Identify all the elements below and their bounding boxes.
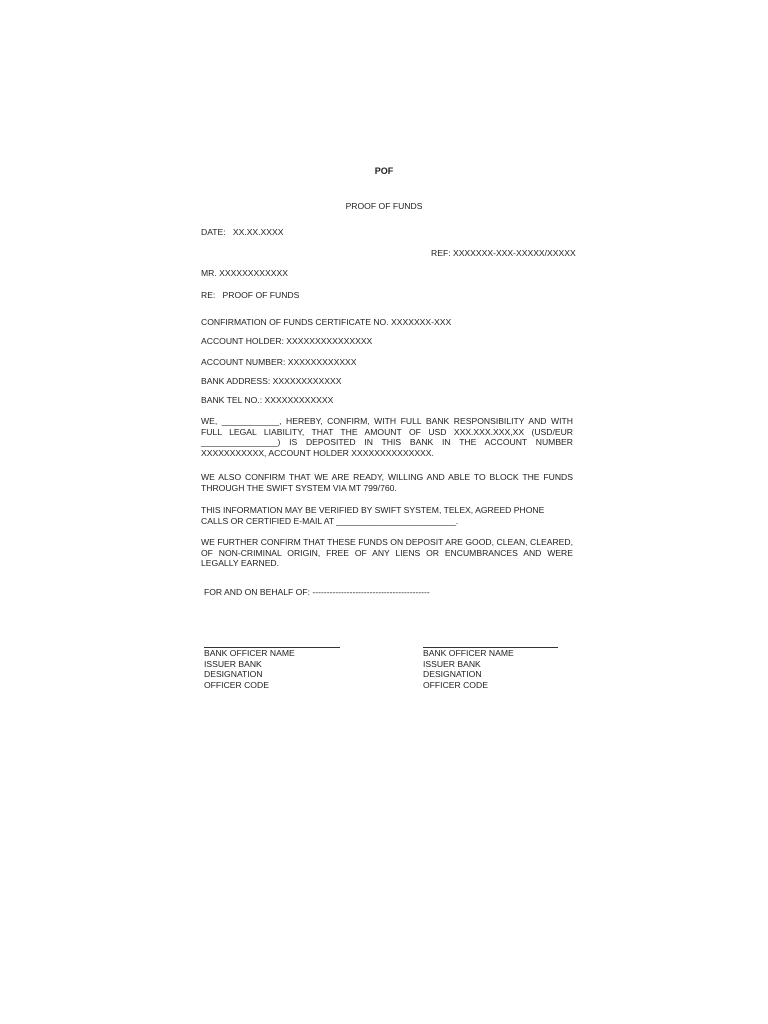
bank-telephone: BANK TEL NO.: XXXXXXXXXXXX bbox=[201, 395, 334, 405]
on-behalf-line: FOR AND ON BEHALF OF: ----------------------------------------- bbox=[204, 587, 430, 597]
verification-line-2: CALLS OR CERTIFIED E-MAIL AT _________________________. bbox=[201, 516, 459, 526]
officer-name: BANK OFFICER NAME bbox=[423, 648, 514, 658]
officer-code: OFFICER CODE bbox=[423, 680, 488, 691]
issuer-bank: ISSUER BANK bbox=[204, 658, 262, 669]
certificate-number: CONFIRMATION OF FUNDS CERTIFICATE NO. XXXXXXX-XXX bbox=[201, 317, 452, 327]
addressee: MR. XXXXXXXXXXXX bbox=[201, 268, 288, 278]
designation: DESIGNATION bbox=[204, 669, 263, 680]
signature-block-left bbox=[204, 648, 295, 691]
funds-origin-paragraph: WE FURTHER CONFIRM THAT THESE FUNDS ON DEPOSIT ARE GOOD, CLEAN, CLEARED, OF NON-CRIMINAL ORIGIN, FREE OF ANY LIENS OR ENCUMBRANCES AND WERE LEGALLY EARNED. bbox=[201, 537, 573, 569]
date-value: XX.XX.XXXX bbox=[232, 227, 284, 237]
block-funds-paragraph: WE ALSO CONFIRM THAT WE ARE READY, WILLING AND ABLE TO BLOCK THE FUNDS THROUGH THE SWIFT SYSTEM VIA MT 799/760. bbox=[201, 472, 573, 493]
document-title: POF bbox=[374, 166, 394, 176]
issuer-bank: ISSUER BANK bbox=[423, 658, 481, 669]
confirmation-paragraph: WE, ____________, HEREBY, CONFIRM, WITH FULL BANK RESPONSIBILITY AND WITH FULL LEGAL LIABILITY, THAT THE AMOUNT OF USD XXX.XXX.XXX,XX (USD/EUR ________________) IS DEPOSITED IN THIS BANK IN THE ACCOUNT NUMBER XXXXXXXXXXX, ACCOUNT HOLDER XXXXXXXXXXXXXX. bbox=[201, 416, 573, 458]
bank-address: BANK ADDRESS: XXXXXXXXXXXX bbox=[201, 376, 342, 386]
subject-label: RE: bbox=[201, 290, 216, 300]
date-line bbox=[201, 227, 283, 238]
reference-number: REF: XXXXXXX-XXX-XXXXX/XXXXX bbox=[431, 248, 576, 258]
document-subtitle: PROOF OF FUNDS bbox=[345, 201, 423, 211]
account-number: ACCOUNT NUMBER: XXXXXXXXXXXX bbox=[201, 357, 357, 367]
subject-value: PROOF OF FUNDS bbox=[222, 290, 300, 300]
officer-code: OFFICER CODE bbox=[204, 680, 269, 691]
account-holder: ACCOUNT HOLDER: XXXXXXXXXXXXXXX bbox=[201, 336, 373, 346]
designation: DESIGNATION bbox=[423, 669, 482, 680]
verification-line-1: THIS INFORMATION MAY BE VERIFIED BY SWIFT SYSTEM, TELEX, AGREED PHONE bbox=[201, 505, 545, 515]
officer-name: BANK OFFICER NAME bbox=[204, 648, 295, 658]
signature-block-right bbox=[423, 648, 514, 691]
subject-line bbox=[201, 290, 299, 301]
date-label: DATE: bbox=[201, 227, 226, 237]
